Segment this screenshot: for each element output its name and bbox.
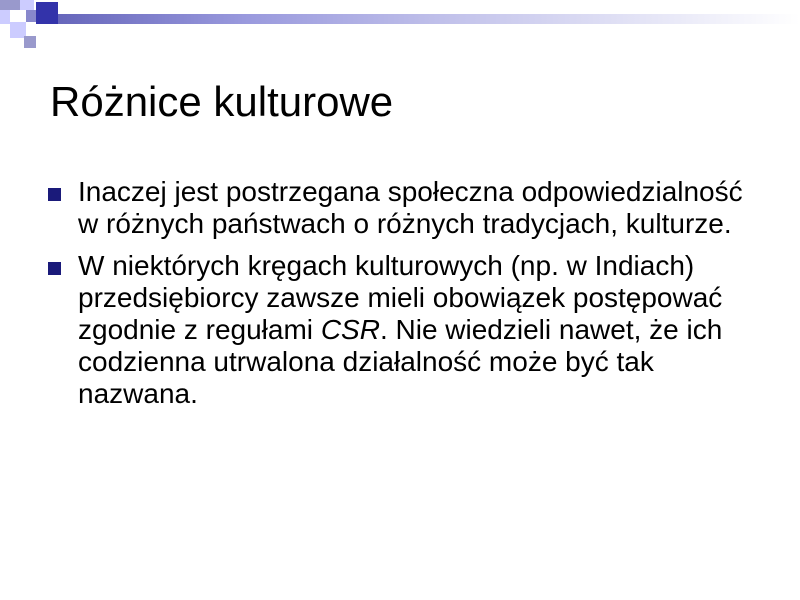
slide-title: Różnice kulturowe	[50, 78, 394, 125]
bullet-list	[48, 176, 768, 420]
decorative-square	[20, 0, 34, 10]
square-bullet-icon	[48, 262, 61, 275]
bullet-text-italic: CSR	[320, 314, 380, 345]
decorative-gradient-bar	[58, 14, 800, 24]
bullet-text: Inaczej jest postrzegana społeczna odpowiedzialność w różnych państwach o różnych tradycjach, kulturze.	[78, 176, 743, 239]
decorative-square	[0, 0, 20, 10]
decorative-square	[24, 36, 36, 48]
bullet-text: W niektórych kręgach kulturowych (np. w Indiach) przedsiębiorcy zawsze mieli obowiązek postępować zgodnie z regułami	[78, 250, 723, 345]
bullet-item-2	[48, 250, 768, 410]
square-bullet-icon	[48, 188, 61, 201]
decorative-square	[36, 2, 58, 24]
bullet-text: . Nie wiedzieli nawet, że ich codzienna utrwalona działalność może być tak nazwana.	[78, 314, 723, 409]
bullet-item-1	[48, 176, 768, 240]
decorative-square	[0, 10, 10, 24]
